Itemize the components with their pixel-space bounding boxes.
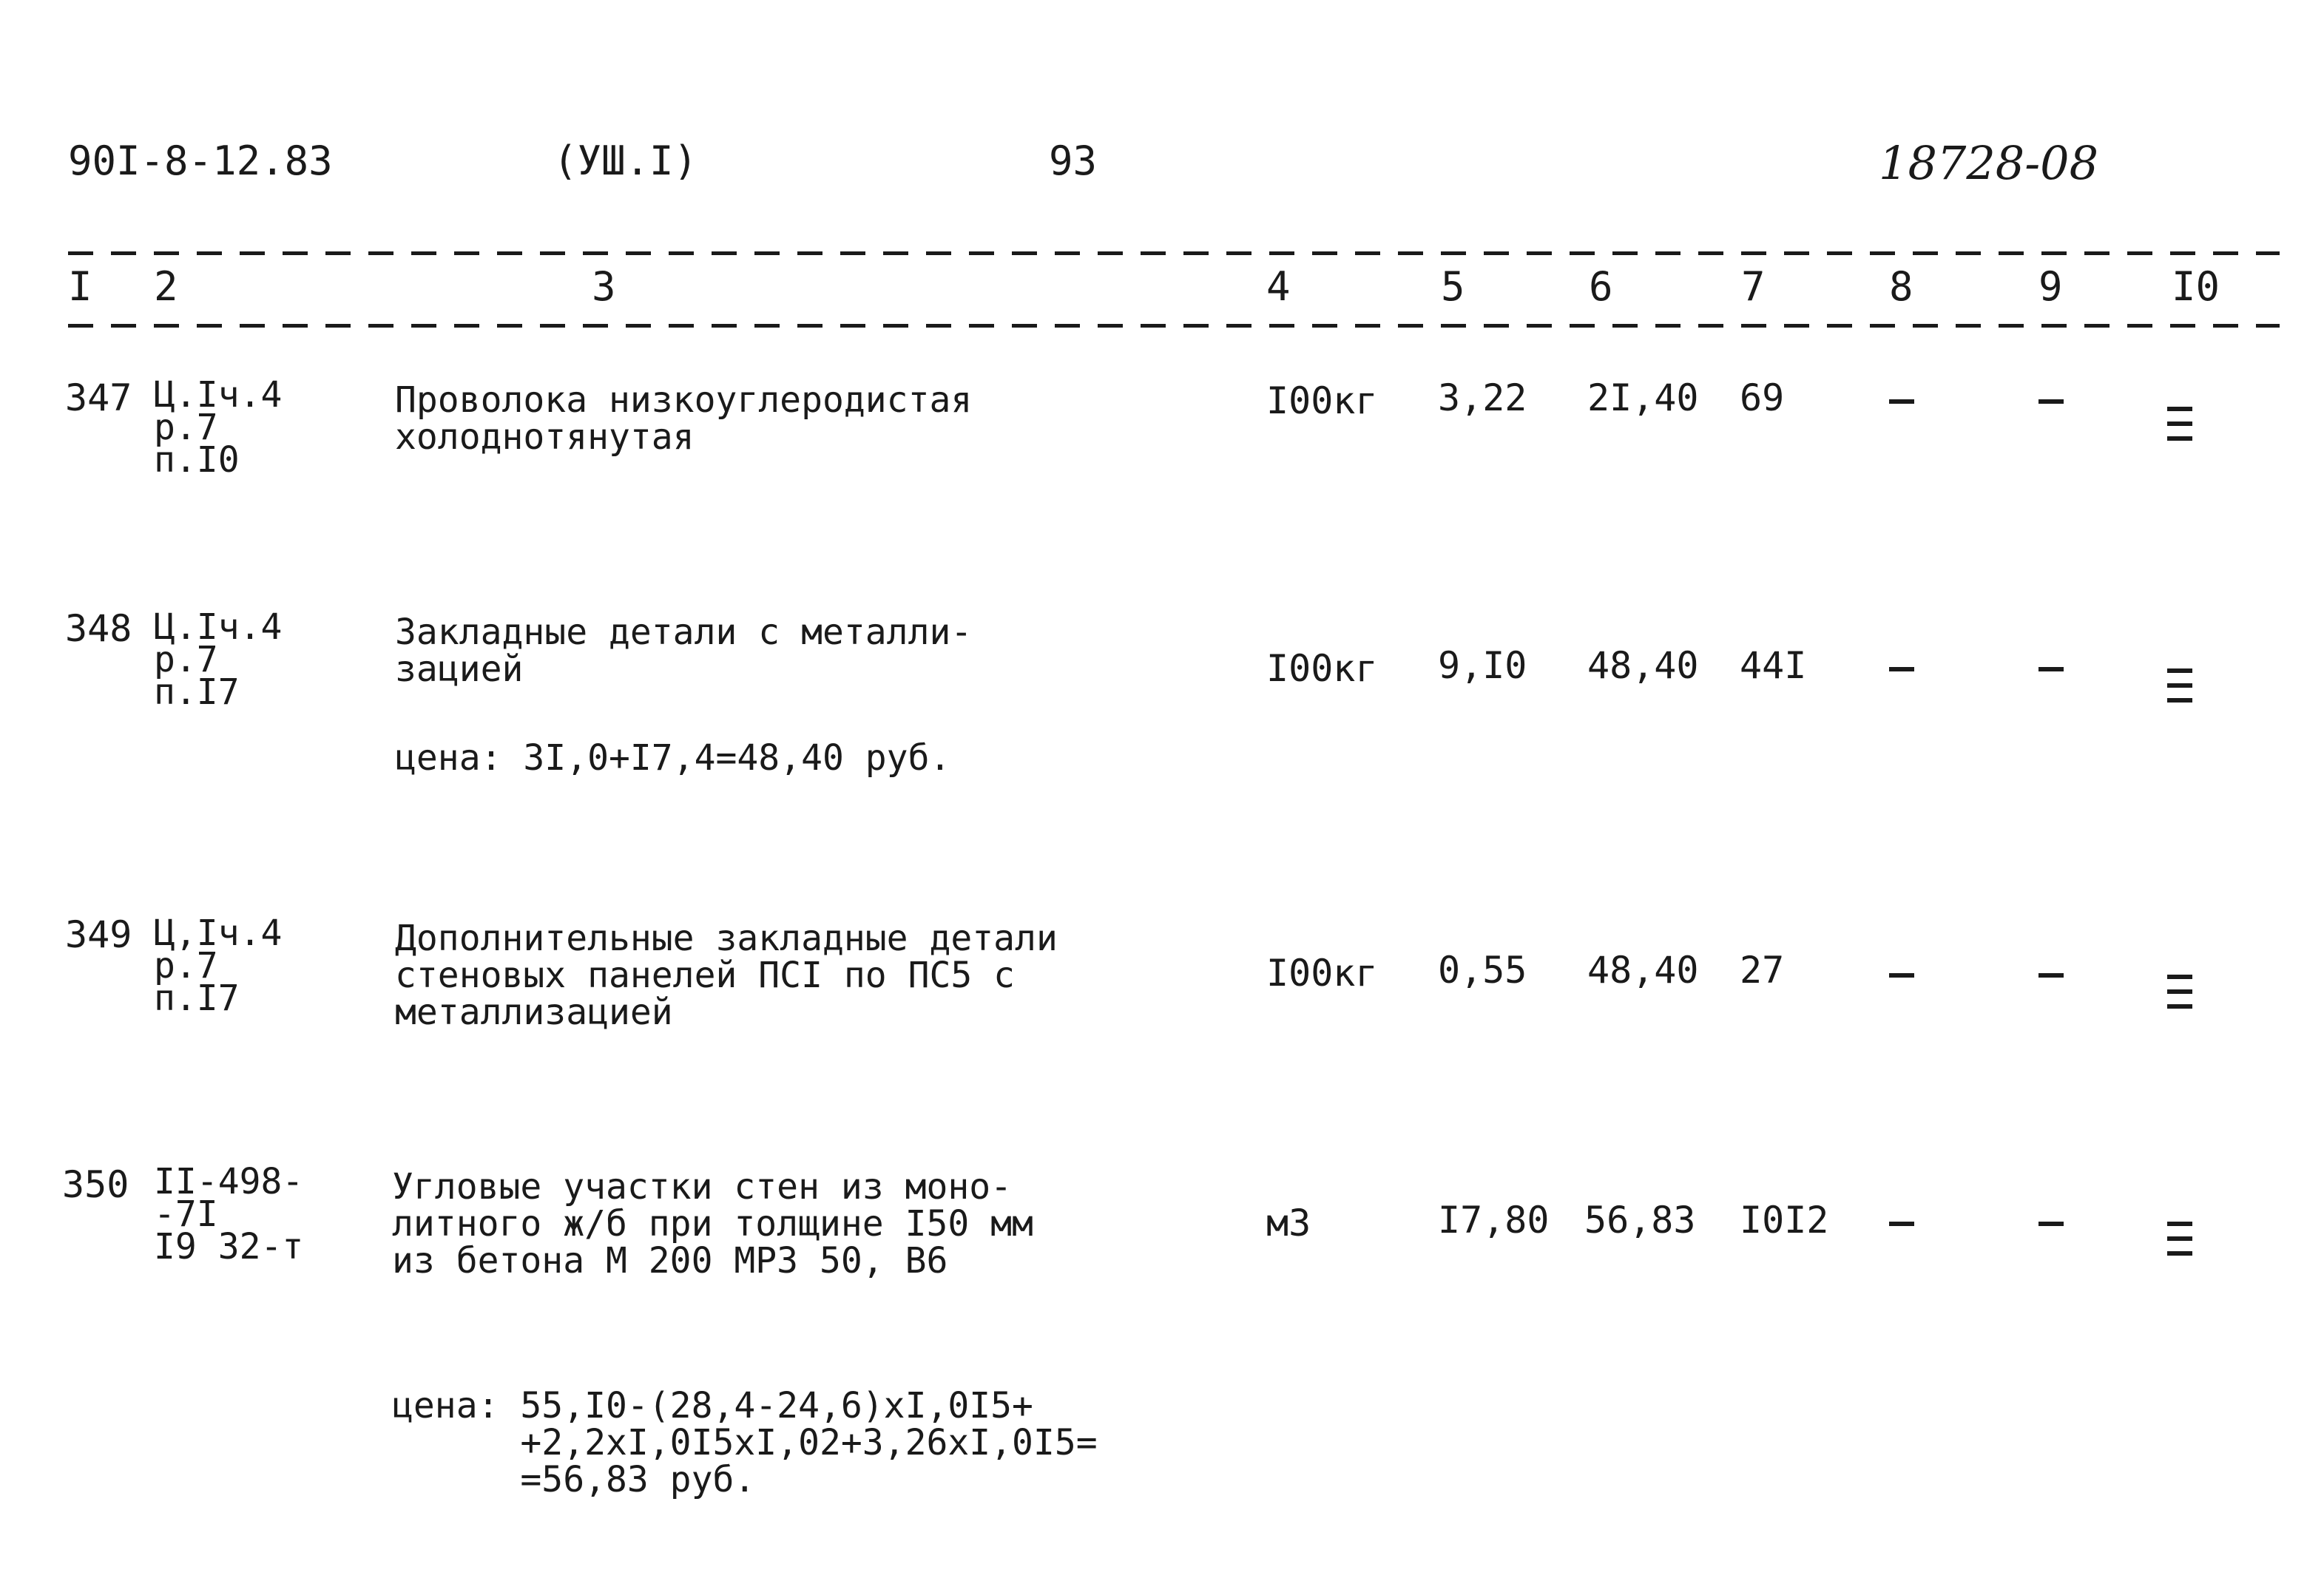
column-header: 2	[154, 263, 178, 310]
header-bottom-rule	[68, 324, 2280, 328]
dash-mark	[2038, 667, 2064, 671]
total-cost: 69	[1740, 376, 1785, 419]
total-cost: 27	[1740, 949, 1785, 992]
unit: м3	[1266, 1202, 1311, 1245]
source-ref: Ц.Iч.4 р.7 п.I0	[154, 374, 283, 481]
header-top-rule	[68, 251, 2280, 255]
column-header: I0	[2172, 263, 2220, 310]
unit: I00кг	[1266, 379, 1378, 422]
column-header: 6	[1589, 263, 1613, 310]
unit: I00кг	[1266, 952, 1378, 995]
section-code: (УШ.I)	[553, 138, 698, 184]
item-description: Проволока низкоуглеродистая холоднотянутая	[395, 379, 973, 458]
item-description: Угловые участки стен из моно- литного ж/б при толщине I50 мм из бетона М 200 МРЗ 50, В6	[392, 1166, 1033, 1282]
unit-price: 48,40	[1587, 644, 1699, 687]
unit-price: 2I,40	[1587, 376, 1699, 419]
row-number: 350	[62, 1163, 129, 1206]
dash-mark	[1889, 973, 1914, 978]
item-description: Дополнительные закладные детали стеновых панелей ПСI по ПС5 с металлизацией	[395, 918, 1058, 1033]
dash-mark	[1889, 399, 1914, 404]
column-header: 7	[1741, 263, 1766, 310]
quantity: 3,22	[1438, 376, 1527, 419]
dash-mark	[2038, 399, 2064, 404]
triple-dash-mark	[2167, 668, 2192, 713]
total-cost: 44I	[1740, 644, 1807, 687]
row-number: 349	[65, 913, 132, 956]
unit: I00кг	[1266, 647, 1378, 690]
unit-price: 56,83	[1584, 1199, 1696, 1242]
dash-mark	[1889, 1222, 1914, 1226]
column-header: 9	[2038, 263, 2063, 310]
column-header: 3	[592, 263, 616, 310]
handwritten-code: 18728-08	[1879, 136, 2099, 190]
price-note: цена: 55,I0-(28,4-24,6)xI,0I5+ +2,2xI,0I5xI,02+3,26xI,0I5= =56,83 руб.	[392, 1385, 1098, 1500]
dash-mark	[2038, 973, 2064, 978]
page-number: 93	[1049, 138, 1098, 184]
column-header: 5	[1441, 263, 1465, 310]
column-header: 4	[1266, 263, 1291, 310]
price-note: цена: 3I,0+I7,4=48,40 руб.	[395, 737, 951, 779]
dash-mark	[1889, 667, 1914, 671]
column-header: I	[68, 263, 92, 310]
total-cost: I0I2	[1740, 1199, 1829, 1242]
unit-price: 48,40	[1587, 949, 1699, 992]
column-header: 8	[1889, 263, 1913, 310]
triple-dash-mark	[2167, 1222, 2192, 1266]
quantity: 0,55	[1438, 949, 1527, 992]
source-ref: Ц,Iч.4 р.7 п.I7	[154, 913, 283, 1019]
triple-dash-mark	[2167, 407, 2192, 451]
quantity: I7,80	[1438, 1199, 1550, 1242]
item-description: Закладные детали с металли- зацией	[395, 612, 973, 690]
quantity: 9,I0	[1438, 644, 1527, 687]
series-code: 90I-8-12.83	[68, 138, 333, 184]
triple-dash-mark	[2167, 975, 2192, 1019]
source-ref: II-498- -7I I9 32-т	[154, 1161, 304, 1267]
source-ref: Ц.Iч.4 р.7 п.I7	[154, 606, 283, 713]
row-number: 348	[65, 607, 132, 650]
row-number: 347	[65, 376, 132, 419]
dash-mark	[2038, 1222, 2064, 1226]
